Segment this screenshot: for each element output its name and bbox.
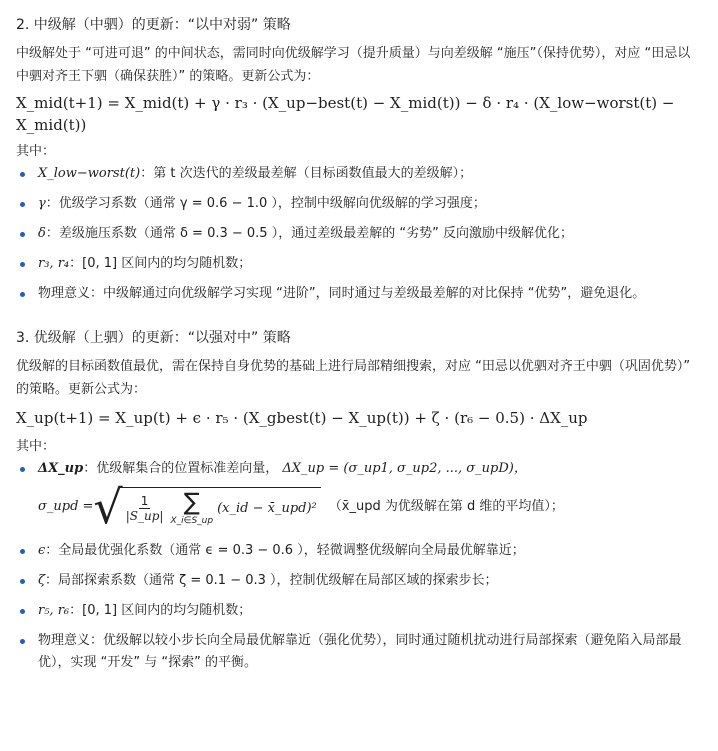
item-symbol: ΔX_up xyxy=(38,461,84,476)
item-text: 物理意义：中级解通过向优级解学习实现 “进阶”，同时通过与差级最差解的对比保持 “优势”，避免退化。 xyxy=(38,286,646,301)
section-2-title: 2. 中级解（中驷）的更新：“以中对弱” 策略 xyxy=(16,17,291,33)
sigma-lhs: σ_upd = xyxy=(38,499,94,514)
list-item xyxy=(16,283,702,305)
item-symbol: γ xyxy=(38,196,46,211)
section-3-title: 3. 优级解（上驷）的更新：“以强对中” 策略 xyxy=(16,330,291,346)
list-item xyxy=(16,600,702,622)
item-text: ：[0, 1] 区间内的均匀随机数； xyxy=(69,256,252,271)
item-symbol: r₅, r₆ xyxy=(38,603,70,618)
section-2-intro: 中级解处于 “可进可退” 的中间状态，需同时向优级解学习（提升质量）与向差级解 “施压”（保持优势），对应 “田忌以中驷对齐王下驷（确保获胜）” 的策略。更新公式为： xyxy=(16,46,691,84)
item-text: ：局部探索系数（通常 ζ = 0.1 − 0.3 ），控制优级解在局部区域的探索步长； xyxy=(45,573,498,588)
section-2-list xyxy=(16,163,702,305)
section-3-list xyxy=(16,458,702,674)
sum-index: X_i∈S_up xyxy=(170,515,214,526)
bullet-icon xyxy=(20,467,25,472)
item-text: ：优级学习系数（通常 γ = 0.6 − 1.0 ），控制中级解向优级解的学习强度； xyxy=(45,196,486,211)
section-2-formula-line2: X_mid(t)) xyxy=(16,116,87,134)
list-item xyxy=(16,223,702,245)
bullet-icon xyxy=(20,172,25,177)
list-item xyxy=(16,570,702,592)
bullet-icon xyxy=(20,609,25,614)
bullet-icon xyxy=(20,579,25,584)
section-3-where-label: 其中： xyxy=(16,439,56,454)
sqrt-expression xyxy=(93,480,320,534)
summation xyxy=(170,487,214,528)
section-2-where-label: 其中： xyxy=(16,144,56,159)
bullet-icon xyxy=(20,232,25,237)
item-symbol: ζ xyxy=(38,573,46,588)
item-symbol: r₃, r₄ xyxy=(38,256,70,271)
item-symbol: δ xyxy=(38,226,46,241)
list-item xyxy=(16,163,702,185)
list-item xyxy=(16,253,702,275)
bullet-icon xyxy=(20,202,25,207)
bullet-icon xyxy=(20,639,25,644)
item-text: ：全局最优强化系数（通常 ϵ = 0.3 − 0.6 ），轻微调整优级解向全局最优解靠近； xyxy=(45,543,525,558)
fraction-top: 1 xyxy=(140,494,149,508)
section-2-formula-line1: X_mid(t+1) = X_mid(t) + γ · r₃ · (X_up−best(t) − X_mid(t)) − δ · r₄ · (X_low−worst(t) − xyxy=(16,94,675,112)
bullet-icon xyxy=(20,262,25,267)
list-item xyxy=(16,193,702,215)
item-text: ：[0, 1] 区间内的均匀随机数； xyxy=(69,603,252,618)
list-item-delta xyxy=(16,458,702,534)
item-symbol: ϵ xyxy=(38,543,46,558)
section-3-formula: X_up(t+1) = X_up(t) + ϵ · r₅ · (X_gbest(t) − X_up(t)) + ζ · (r₆ − 0.5) · ΔX_up xyxy=(16,409,588,427)
bullet-icon xyxy=(20,549,25,554)
list-item xyxy=(16,540,702,562)
fraction-bottom: |S_up| xyxy=(125,509,164,523)
sigma-formula xyxy=(38,480,702,534)
sigma-sum-icon: ∑ xyxy=(183,487,200,516)
item-text: 物理意义：优级解以较小步长向全局最优解靠近（强化优势），同时通过随机扰动进行局部探索（避免陷入局部最优），实现 “开发” 与 “探索” 的平衡。 xyxy=(38,633,682,670)
section-3-intro: 优级解的目标函数值最优，需在保持自身优势的基础上进行局部精细搜索，对应 “田忌以优驷对齐王中驷（巩固优势）” 的策略。更新公式为： xyxy=(16,359,691,397)
fraction xyxy=(126,494,164,523)
sigma-note: （x̄_upd 为优级解在第 d 维的平均值）； xyxy=(328,499,564,514)
sum-body: (x_id − x̄_upd)² xyxy=(217,500,317,516)
item-symbol: X_low−worst(t) xyxy=(38,166,141,181)
item-text: ：差级施压系数（通常 δ = 0.3 − 0.5 ），通过差级最差解的 “劣势” 反向激励中级解优化； xyxy=(45,226,573,241)
radical-icon: √ xyxy=(93,480,123,534)
list-item xyxy=(16,630,702,674)
item-text: ：第 t 次迭代的差级最差解（目标函数值最大的差级解）； xyxy=(140,166,473,181)
item-text: ：优级解集合的位置标准差向量， xyxy=(83,461,279,476)
delta-vector: ΔX_up = (σ_up1, σ_up2, ..., σ_upD)， xyxy=(282,461,527,476)
bullet-icon xyxy=(20,292,25,297)
